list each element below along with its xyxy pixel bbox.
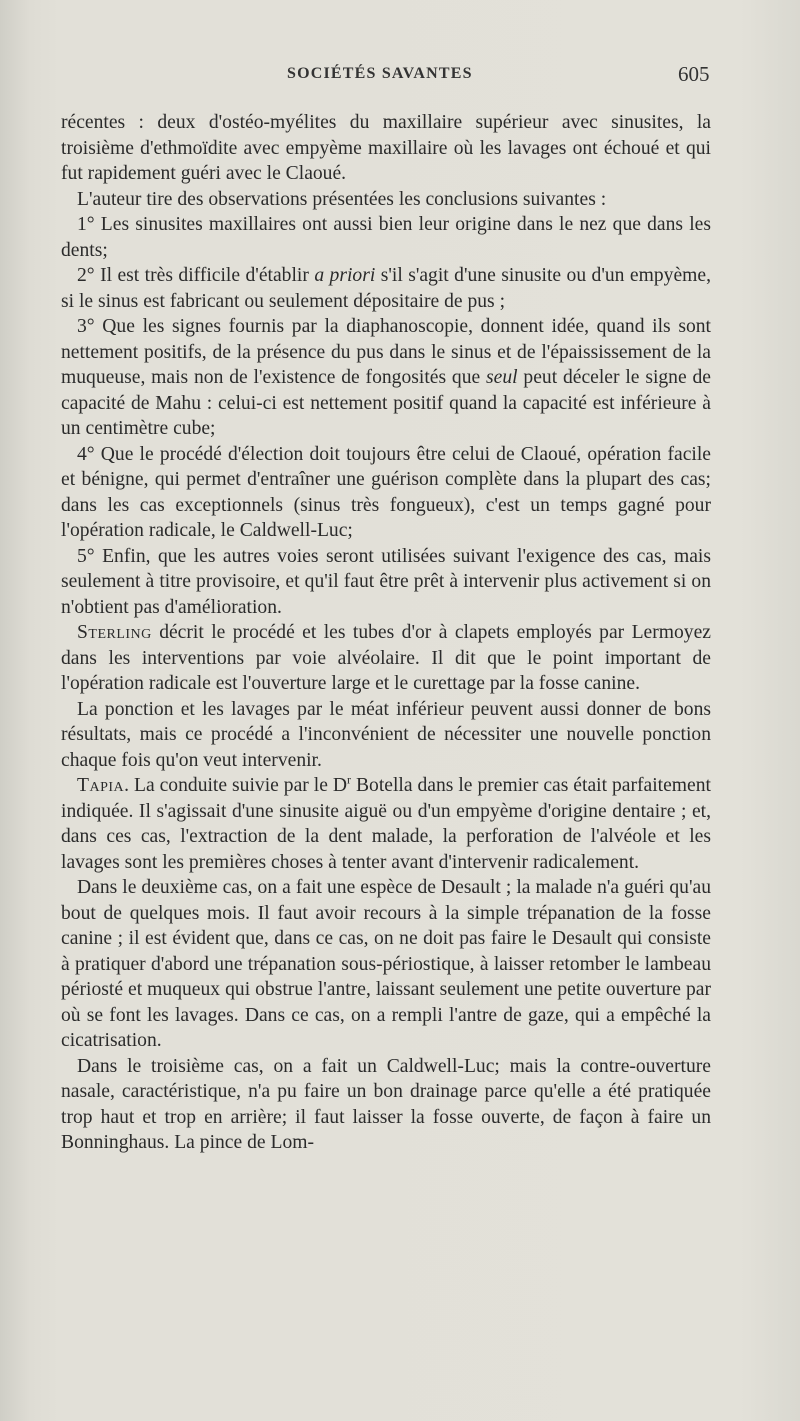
- conclusion-item-3-text-a: 3° Que les signes fournis par la diaphanoscopie, donnent idée, quand ils sont nettement positifs, de la présence du pus dans le sinus et de l'épaississement de la muqueuse, mais non de l'existence de fongosités que: [61, 316, 711, 388]
- page-number: 605: [678, 62, 710, 86]
- paragraph-tapia-text-a: . La conduite suivie par le D: [124, 775, 347, 796]
- conclusion-item-5: 5° Enfin, que les autres voies seront utilisées suivant l'exigence des cas, mais seulement à titre provisoire, et qu'il faut être prêt à intervenir plus activement si on n'obtient pas d'amélioration.: [61, 545, 711, 618]
- paragraph-tapia-text-b: Botella dans le premier cas était parfaitement indiquée. Il s'agissait d'une sinusite aiguë ou d'un empyème d'origine dentaire ; et, dans ces cas, l'extraction de la dent malade, la perforation de l'alvéole et les lavages sont les premières choses à tenter avant d'intervenir radicalement.: [61, 775, 711, 873]
- paragraph-sterling-text: décrit le procédé et les tubes d'or à clapets employés par Lermoyez dans les interventions par voie alvéolaire. Il dit que le point important de l'opération radicale est l'ouverture large et le curettage par la fosse canine.: [61, 622, 711, 694]
- paragraph-third-case: Dans le troisième cas, on a fait un Caldwell-Luc; mais la contre-ouverture nasale, caractéristique, n'a pu faire un bon drainage parce qu'elle a été pratiquée trop haut et trop en arrière; il faut laisser la fosse ouverte, de façon à faire un Bonninghaus. La pince de Lom-: [61, 1055, 711, 1153]
- paragraph-second-case: Dans le deuxième cas, on a fait une espèce de Desault ; la malade n'a guéri qu'au bout de quelques mois. Il faut avoir recours à la simple trépanation de la fosse canine ; il est évident que, dans ce cas, on ne doit pas faire le Desault qui consiste à pratiquer d'abord une trépanation sous-périostique, à laisser retomber le lambeau périosté et muqueux qui obstrue l'antre, laissant seulement une petite ouverture par où se font les lavages. Dans ce cas, on a rempli l'antre de gaze, qui a empêché la cicatrisation.: [61, 877, 711, 1051]
- conclusion-item-2-text-a: 2° Il est très difficile d'établir: [77, 265, 315, 286]
- conclusion-item-4: 4° Que le procédé d'élection doit toujours être celui de Claoué, opération facile et bénigne, qui permet d'entraîner une guérison complète dans la plupart des cas; dans les cas exceptionnels (sinus très fongueux), c'est un temps gagné pour l'opération radicale, le Caldwell-Luc;: [61, 443, 711, 541]
- emphasis-a-priori: a priori: [314, 265, 376, 286]
- paragraph-ponction: La ponction et les lavages par le méat inférieur peuvent aussi donner de bons résultats, mais ce procédé a l'inconvénient de nécessiter une nouvelle ponction chaque fois qu'on veut intervenir.: [61, 698, 711, 771]
- conclusion-item-3: [61, 314, 711, 442]
- conclusion-item-1: 1° Les sinusites maxillaires ont aussi bien leur origine dans le nez que dans les dents;: [61, 214, 711, 261]
- speaker-name: Sterling: [77, 622, 152, 643]
- conclusion-item-3-text-b: peut déceler le signe de capacité de Mahu : celui-ci est nettement positif quand la capacité est inférieure à un centimètre cube;: [61, 367, 711, 439]
- emphasis-seul: seul: [486, 367, 518, 388]
- paragraph-tapia: [61, 773, 711, 875]
- conclusion-item-2: [61, 263, 711, 314]
- body-text: [61, 110, 711, 1156]
- superscript: r: [347, 772, 351, 787]
- speaker-name: Tapia: [77, 775, 125, 796]
- paragraph-sterling: [61, 620, 711, 697]
- conclusion-item-2-text-b: s'il s'agit d'une sinusite ou d'un empyème, si le sinus est fabricant ou seulement dépositaire de pus ;: [61, 265, 711, 312]
- page-header: [0, 62, 800, 88]
- running-title: SOCIÉTÉS SAVANTES: [287, 65, 473, 82]
- paragraph-conclusions-intro: L'auteur tire des observations présentées les conclusions suivantes :: [77, 188, 607, 210]
- paragraph-continuation: récentes : deux d'ostéo-myélites du maxillaire supérieur avec sinusites, la troisième d'ethmoïdite avec empyème maxillaire où les lavages ont échoué et qui fut rapidement guéri avec le Claoué.: [61, 112, 711, 184]
